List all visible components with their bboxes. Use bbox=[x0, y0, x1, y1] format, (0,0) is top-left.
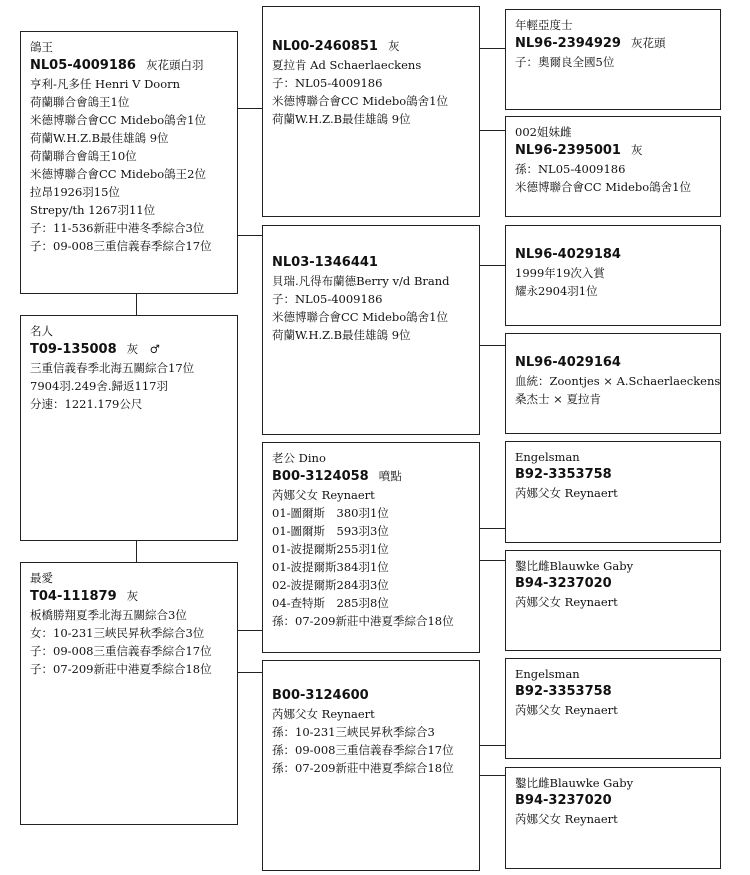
info-line: 子：奧爾良全國5位 bbox=[515, 55, 615, 69]
sdd-content bbox=[506, 334, 720, 408]
info-line: 荷蘭W.H.Z.B最佳雄鴿 9位 bbox=[272, 112, 411, 126]
ring-number-row bbox=[515, 34, 712, 53]
sss-card bbox=[505, 9, 721, 110]
color-tag: 灰 bbox=[630, 143, 643, 157]
ring-number-row bbox=[515, 354, 712, 372]
pigeon-name: Engelsman bbox=[515, 450, 580, 464]
sdd-card bbox=[505, 333, 721, 434]
dam-card bbox=[20, 562, 238, 825]
color-tag: 灰花頭 bbox=[630, 36, 666, 50]
info-line: 子：NL05-4009186 bbox=[272, 76, 383, 90]
ring-number: NL05-4009186 bbox=[30, 58, 136, 73]
ring-number-row bbox=[515, 792, 712, 810]
info-line: 子：07-209新莊中港夏季綜合18位 bbox=[30, 662, 212, 676]
sire-dam-card bbox=[262, 225, 480, 435]
connector-line bbox=[136, 541, 137, 562]
info-line: 耀永2904羽1位 bbox=[515, 284, 598, 298]
ring-number: NL96-2394929 bbox=[515, 36, 621, 51]
dam-dam-content bbox=[263, 661, 479, 777]
info-line: 01-波提爾斯255羽1位 bbox=[272, 542, 389, 556]
connector-line bbox=[238, 672, 262, 673]
connector-line bbox=[136, 294, 137, 315]
info-line: 01-波提爾斯384羽1位 bbox=[272, 560, 389, 574]
ring-number-row bbox=[515, 141, 712, 160]
pigeon-name: Engelsman bbox=[515, 667, 580, 681]
info-line: 米德博聯合會CC Midebo鴿王2位 bbox=[30, 167, 206, 181]
ssd-content bbox=[506, 117, 720, 196]
info-line: 孫：07-209新莊中港夏季綜合18位 bbox=[272, 761, 454, 775]
sds-card bbox=[505, 225, 721, 326]
connector-line bbox=[480, 48, 505, 49]
ring-number-row bbox=[30, 340, 229, 359]
info-line: 芮娜父女 Reynaert bbox=[515, 812, 618, 826]
ring-number-row bbox=[272, 467, 471, 486]
info-line: 亨利-凡多任 Henri V Doorn bbox=[30, 77, 181, 91]
info-line: 芮娜父女 Reynaert bbox=[272, 707, 375, 721]
subject-card bbox=[20, 315, 238, 541]
info-line: 子：09-008三重信義春季綜合17位 bbox=[30, 239, 212, 253]
connector-line bbox=[480, 775, 505, 776]
info-line: 拉昂1926羽15位 bbox=[30, 185, 120, 199]
ring-number: NL96-4029184 bbox=[515, 247, 621, 262]
info-line: 女：10-231三峽民昇秋季綜合3位 bbox=[30, 626, 205, 640]
color-tag: 噴點 bbox=[378, 469, 402, 483]
info-line: 米德博聯合會CC Midebo鴿舍1位 bbox=[272, 310, 448, 324]
info-line: 04-查特斯 285羽8位 bbox=[272, 596, 389, 610]
info-line: 血統：Zoontjes × A.Schaerlaeckens bbox=[515, 374, 721, 388]
info-line: 荷蘭W.H.Z.B最佳雄鴿 9位 bbox=[30, 131, 169, 145]
sire-dam-content bbox=[263, 226, 479, 344]
sire-sire-card bbox=[262, 6, 480, 217]
pigeon-name: 002姐妹雌 bbox=[515, 125, 572, 139]
subject-content bbox=[21, 316, 237, 413]
info-line: 孫：07-209新莊中港夏季綜合18位 bbox=[272, 614, 454, 628]
info-line: 孫：10-231三峽民昇秋季綜合3 bbox=[272, 725, 435, 739]
info-line: 孫：NL05-4009186 bbox=[515, 162, 626, 176]
dam-sire-content bbox=[263, 443, 479, 630]
info-line: 芮娜父女 Reynaert bbox=[515, 486, 618, 500]
connector-line bbox=[480, 130, 505, 131]
dds-card bbox=[505, 658, 721, 759]
dss-content bbox=[506, 442, 720, 502]
info-line: 孫：09-008三重信義春季綜合17位 bbox=[272, 743, 454, 757]
sss-content bbox=[506, 10, 720, 71]
info-line: 荷蘭W.H.Z.B最佳雄鴿 9位 bbox=[272, 328, 411, 342]
info-line: 夏拉肯 Ad Schaerlaeckens bbox=[272, 58, 422, 72]
connector-line bbox=[238, 630, 262, 631]
ring-number-row bbox=[272, 37, 471, 56]
connector-line bbox=[480, 265, 505, 266]
connector-line bbox=[238, 235, 262, 236]
info-line: 芮娜父女 Reynaert bbox=[515, 595, 618, 609]
pigeon-name: 老公 Dino bbox=[272, 451, 326, 465]
info-line: 桑杰士 × 夏拉肯 bbox=[515, 392, 601, 406]
info-line: 米德博聯合會CC Midebo鴿舍1位 bbox=[272, 94, 448, 108]
sds-content bbox=[506, 226, 720, 300]
dds-content bbox=[506, 659, 720, 719]
pigeon-name: 鴿王 bbox=[30, 40, 53, 54]
ring-number: T09-135008 bbox=[30, 342, 117, 357]
info-line: 02-波提爾斯284羽3位 bbox=[272, 578, 389, 592]
ring-number: B94-3237020 bbox=[515, 576, 612, 591]
pigeon-name: 最愛 bbox=[30, 571, 53, 585]
color-tag: 灰花頭白羽 bbox=[145, 58, 204, 72]
ring-number-row bbox=[515, 575, 712, 593]
ring-number-row bbox=[515, 246, 712, 264]
pigeon-name: 年輕亞度士 bbox=[515, 18, 573, 32]
info-line: 三重信義春季北海五關綜合17位 bbox=[30, 361, 195, 375]
pigeon-name: 鑿比雌Blauwke Gaby bbox=[515, 559, 634, 573]
connector-line bbox=[480, 560, 505, 561]
ring-number-row bbox=[30, 587, 229, 606]
dam-sire-card bbox=[262, 442, 480, 653]
info-line: 1999年19次入賞 bbox=[515, 266, 605, 280]
info-line: 芮娜父女 Reynaert bbox=[272, 488, 375, 502]
color-tag: 灰 bbox=[387, 39, 400, 53]
dam-dam-card bbox=[262, 660, 480, 871]
connector-line bbox=[480, 528, 505, 529]
pigeon-name: 名人 bbox=[30, 324, 53, 338]
connector-line bbox=[480, 345, 505, 346]
ddd-content bbox=[506, 768, 720, 828]
connector-line bbox=[480, 745, 505, 746]
dam-content bbox=[21, 563, 237, 678]
ring-number-row bbox=[272, 687, 471, 705]
pigeon-name: 鑿比雌Blauwke Gaby bbox=[515, 776, 634, 790]
info-line: 板橋勝翔夏季北海五關綜合3位 bbox=[30, 608, 187, 622]
ring-number-row bbox=[515, 466, 712, 484]
ring-number: B94-3237020 bbox=[515, 793, 612, 808]
dss-card bbox=[505, 441, 721, 543]
sire-content bbox=[21, 32, 237, 255]
ring-number: NL96-2395001 bbox=[515, 143, 621, 158]
info-line: 01-圖爾斯 593羽3位 bbox=[272, 524, 389, 538]
ring-number: B92-3353758 bbox=[515, 467, 612, 482]
sire-card bbox=[20, 31, 238, 294]
ring-number: B00-3124058 bbox=[272, 469, 369, 484]
ring-number: B00-3124600 bbox=[272, 688, 369, 703]
ssd-card bbox=[505, 116, 721, 217]
ring-number: T04-111879 bbox=[30, 589, 117, 604]
ring-number-row bbox=[30, 56, 229, 75]
info-line: 貝瑞.凡得布蘭德Berry v/d Brand bbox=[272, 274, 450, 288]
info-line: 7904羽.249舍.歸返117羽 bbox=[30, 379, 168, 393]
ring-number: B92-3353758 bbox=[515, 684, 612, 699]
info-line: 芮娜父女 Reynaert bbox=[515, 703, 618, 717]
info-line: Strepy/th 1267羽11位 bbox=[30, 203, 156, 217]
info-line: 子：09-008三重信義春季綜合17位 bbox=[30, 644, 212, 658]
color-tag: 灰 bbox=[126, 589, 139, 603]
info-line: 分速：1221.179公尺 bbox=[30, 397, 143, 411]
info-line: 荷蘭聯合會鴿王10位 bbox=[30, 149, 137, 163]
ddd-card bbox=[505, 767, 721, 869]
info-line: 子：11-536新莊中港冬季綜合3位 bbox=[30, 221, 205, 235]
info-line: 荷蘭聯合會鴿王1位 bbox=[30, 95, 130, 109]
info-line: 米德博聯合會CC Midebo鴿舍1位 bbox=[515, 180, 691, 194]
dsd-content bbox=[506, 551, 720, 611]
color-tag: 灰 ♂ bbox=[126, 342, 160, 356]
ring-number-row bbox=[272, 254, 471, 272]
ring-number-row bbox=[515, 683, 712, 701]
info-line: 米德博聯合會CC Midebo鴿舍1位 bbox=[30, 113, 206, 127]
sire-sire-content bbox=[263, 7, 479, 128]
ring-number: NL03-1346441 bbox=[272, 255, 378, 270]
ring-number: NL96-4029164 bbox=[515, 355, 621, 370]
dsd-card bbox=[505, 550, 721, 651]
info-line: 子：NL05-4009186 bbox=[272, 292, 383, 306]
connector-line bbox=[238, 108, 262, 109]
info-line: 01-圖爾斯 380羽1位 bbox=[272, 506, 389, 520]
ring-number: NL00-2460851 bbox=[272, 39, 378, 54]
